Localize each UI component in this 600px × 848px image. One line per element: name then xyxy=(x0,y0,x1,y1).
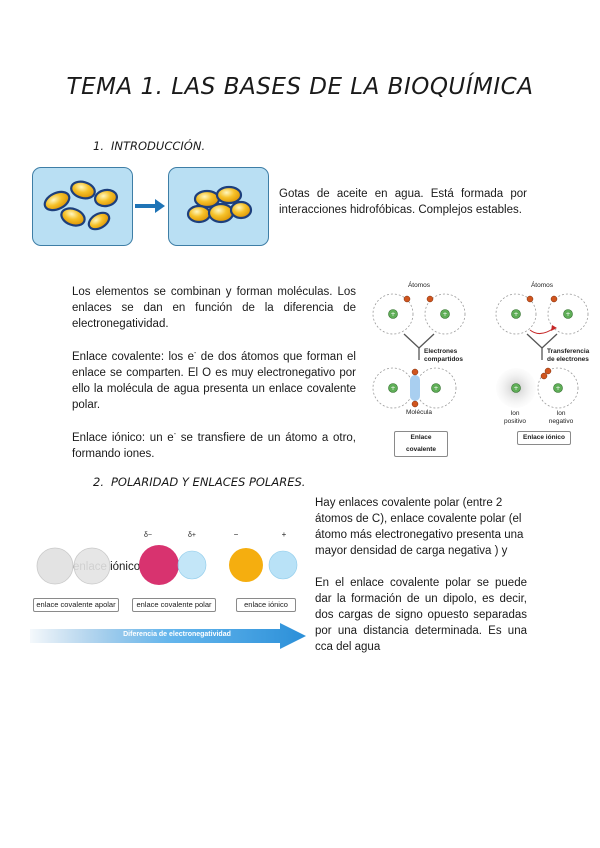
bonds-paragraph-intro: Los elementos se combinan y forman moléculas. Los enlaces se dan en función de la diferencia de electronegatividad. xyxy=(72,286,356,330)
aggregated-drops-box xyxy=(168,167,269,246)
section-title: POLARIDAD Y ENLACES POLARES. xyxy=(111,475,306,489)
dispersed-drops-drawing xyxy=(33,168,132,245)
shared-electrons-label: Electrones compartidos xyxy=(424,348,464,363)
svg-text:+: + xyxy=(565,311,571,318)
ionic-text-a: Enlace iónico: un e xyxy=(72,431,174,444)
delta-plus-label: δ+ xyxy=(188,532,196,539)
atoms-label-right: Átomos xyxy=(530,282,554,289)
svg-text:+: + xyxy=(390,385,396,392)
covalent-superscript: - xyxy=(194,350,197,357)
molecule-label: Molécula xyxy=(405,409,432,416)
svg-text:+: + xyxy=(442,311,448,318)
bonds-paragraph-covalent xyxy=(72,346,356,413)
page-title: TEMA 1. LAS BASES DE LA BIOQUÍMICA xyxy=(66,74,534,100)
atoms-label-left: Átomos xyxy=(407,282,431,289)
bond-diagram xyxy=(364,280,594,453)
dispersed-drops-box xyxy=(32,167,133,246)
ionic-text-b: se transfiere de un átomo a otro, formando iones. xyxy=(72,431,356,460)
ionic-bond-tag: Enlace iónico xyxy=(517,431,571,445)
polarity-figure xyxy=(30,530,310,652)
positive-ion-label: Ion positivo xyxy=(503,410,527,425)
svg-text:+: + xyxy=(555,385,561,392)
section-heading-introduccion xyxy=(93,139,205,153)
arrow-right-icon xyxy=(133,197,167,215)
bonds-paragraph-ionic xyxy=(72,427,356,462)
covalent-text-a: Enlace covalente: los e xyxy=(72,350,195,363)
svg-text:+: + xyxy=(513,311,519,318)
bonds-text xyxy=(72,284,356,476)
polarity-circles xyxy=(30,530,310,600)
section-title: INTRODUCCIÓN. xyxy=(111,139,206,153)
section-heading-polaridad xyxy=(93,475,305,489)
polarity-paragraph-2: En el enlace covalente polar se puede dar la formación de un dipolo, es decir, dos cargas de signo opuesto separadas por una distancia determinada. Es una cca del agua xyxy=(315,577,527,653)
arrow-label: Diferencia de electronegatividad xyxy=(123,631,231,638)
ionic-superscript: - xyxy=(173,430,177,438)
electron-transfer-label: Transferencia de electrones xyxy=(547,348,590,363)
covalent-text-b: de dos átomos que forman el enlace se comparten. El O es muy electronegativo por ello la molécula de agua presenta un enlace covalente polar. xyxy=(72,350,356,411)
aggregated-drops-drawing xyxy=(169,168,268,245)
label-polar: enlace covalente polar xyxy=(132,598,216,612)
svg-text:+: + xyxy=(433,385,439,392)
plus-label: + xyxy=(281,530,287,539)
svg-text:+: + xyxy=(513,385,519,392)
negative-ion-label: Ion negativo xyxy=(548,410,574,425)
oil-drops-figure xyxy=(32,167,272,247)
delta-minus-label: δ− xyxy=(144,532,152,539)
polarity-paragraph-1: Hay enlaces covalente polar (entre 2 átomos de C), enlace covalente polar (el átomo más electronegativo presenta una mayor densidad de carga negativa ) y iónico xyxy=(110,497,524,573)
svg-text:+: + xyxy=(390,311,396,318)
minus-label: − xyxy=(233,530,239,539)
label-ionico: enlace iónico xyxy=(236,598,296,612)
section-number: 1. xyxy=(93,139,104,153)
intro-caption: Gotas de aceite en agua. Está formada por interacciones hidrofóbicas. Complejos estables. xyxy=(279,188,527,216)
label-apolar: enlace covalente apolar xyxy=(33,598,119,612)
section-number: 2. xyxy=(93,475,104,489)
covalent-bond-tag: Enlace covalente xyxy=(394,431,448,457)
